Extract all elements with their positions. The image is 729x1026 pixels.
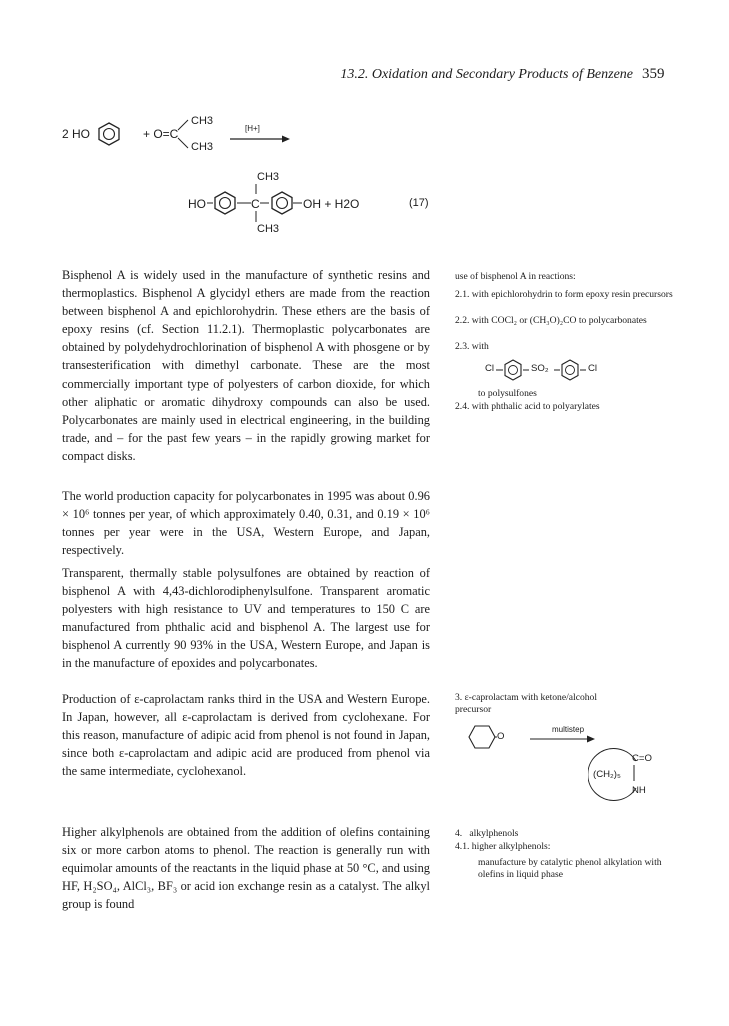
sidebar-item-4-1: 4.1. higher alkylphenols: <box>455 841 551 852</box>
multistep-label: multistep <box>552 725 585 734</box>
sulfone-cl-left: Cl <box>485 363 495 374</box>
sidebar-item-2-2: 2.2. with COCl₂ or (CH₃O)₂CO to polycarbonates <box>455 315 647 326</box>
cyclohexane-ring-icon <box>467 724 497 750</box>
reactant-acetone-label: + O=C <box>143 127 179 141</box>
catalyst-label: [H+] <box>245 124 260 133</box>
sidebar-item-3-caprolactam: 3. ε-caprolactam with ketone/alcohol precursor <box>455 692 598 715</box>
paragraph-bisphenol-uses: Bisphenol A is widely used in the manufacture of synthetic resins and thermoplastics. Bisphenol A glycidyl ethers are made from the reaction between bisphenol A and epichlorohydrin. These ethers are the basis of epoxy resins (cf. Section 11.2.1). Thermoplastic polycarbonates are obtained by polydehydrochlorination of bisphenol A with phosgene or by transesterification with dimethyl carbonate. These are the most commercially important type of polyesters of carbon dioxide, for which other aliphatic or aromatic dihydroxy compounds can also be used. Polycarbonates are mainly used in electrical engineering, in the building trade, and – for the past few years – in the rapidly growing market for compact disks. <box>62 268 430 463</box>
sulfone-so2: SO₂ <box>531 363 549 374</box>
sidebar-item-4-alkylphenols: 4. alkylphenols <box>455 828 519 839</box>
equation-number: (17) <box>409 197 429 209</box>
paragraph-caprolactam: Production of ε-caprolactam ranks third in the USA and Western Europe. In Japan, however, all ε-caprolactam is derived from cyclohexane. For this reason, manufacture of adipic acid from phenol is not found in Japan, since both ε-caprolactam and adipic acid are produced from phenol via the same intermediate, cyclohexanol. <box>62 692 430 779</box>
reactant-phenol-label: 2 HO <box>62 127 91 141</box>
paragraph-polycarbonate-capacity: The world production capacity for polycarbonates in 1995 was about 0.96 × 10⁶ tonnes per year, of which approximately 0.40, 0.31, and 0.19 × 10⁶ tonnes per year were in the USA, Western Europe, and Japan, respectively. <box>62 489 430 558</box>
sidebar-item-2-3: 2.3. with <box>455 341 489 352</box>
caprolactam-reaction <box>455 720 695 800</box>
sidebar-item-2-3-result: to polysulfones <box>478 388 537 399</box>
dichlorodiphenylsulfone-structure <box>455 354 685 386</box>
lactam-carbonyl: C=O <box>632 753 652 764</box>
sidebar-bisphenol-uses-title: use of bisphenol A in reactions: <box>455 271 576 282</box>
sidebar-item-2-1: 2.1. with epichlorohydrin to form epoxy resin precursors <box>455 289 673 300</box>
benzene-ring-icon <box>270 191 294 215</box>
reaction-arrow-icon <box>530 734 595 744</box>
reaction-equation-17 <box>0 100 729 250</box>
paragraph-alkylphenols: Higher alkylphenols are obtained from the addition of olefins containing six or more carbon atoms to phenol. The reaction is generally run with equimolar amounts of the reactants in the liquid phase at 50 °C, and using HF, H₂SO₄, AlCl₃, BF₃ or acid ion exchange resin as a catalyst. The alkyl group is found <box>62 825 430 912</box>
product-ch3-bottom: CH3 <box>257 223 280 235</box>
sidebar-item-4-1-description: manufacture by catalytic phenol alkylation with olefins in liquid phase <box>478 857 662 880</box>
page-number: 359 <box>642 66 665 82</box>
page-header <box>0 64 729 86</box>
acetone-ch3-top: CH3 <box>191 115 214 127</box>
acetone-ch3-bottom: CH3 <box>191 141 214 153</box>
product-central-carbon: C <box>251 197 260 211</box>
benzene-ring-icon <box>97 122 121 146</box>
sidebar-item-2-4: 2.4. with phthalic acid to polyarylates <box>455 401 600 412</box>
sulfone-cl-right: Cl <box>588 363 598 374</box>
cyclohexanone-oxygen: O <box>497 731 505 742</box>
lactam-nh: NH <box>632 785 646 796</box>
paragraph-polysulfones: Transparent, thermally stable polysulfones are obtained by reaction of bisphenol A with 4,43-dichlorodiphenylsulfone. Transparent aromatic polyesters with high resistance to UV and temperatures to 150 C are manufactured from phthalic acid and bisphenol A. The largest use for bisphenol A currently 90 93% in the USA, Western Europe, and Japan is in the manufacture of epoxides and polycarbonates. <box>62 566 430 671</box>
product-oh-water: OH + H2O <box>303 197 360 211</box>
running-title: 13.2. Oxidation and Secondary Products of Benzene <box>340 67 633 82</box>
reaction-arrow-icon <box>230 134 290 144</box>
product-ho: HO <box>188 197 206 211</box>
product-ch3-top: CH3 <box>257 171 280 183</box>
lactam-ch2-chain: (CH₂)₅ <box>593 769 621 780</box>
